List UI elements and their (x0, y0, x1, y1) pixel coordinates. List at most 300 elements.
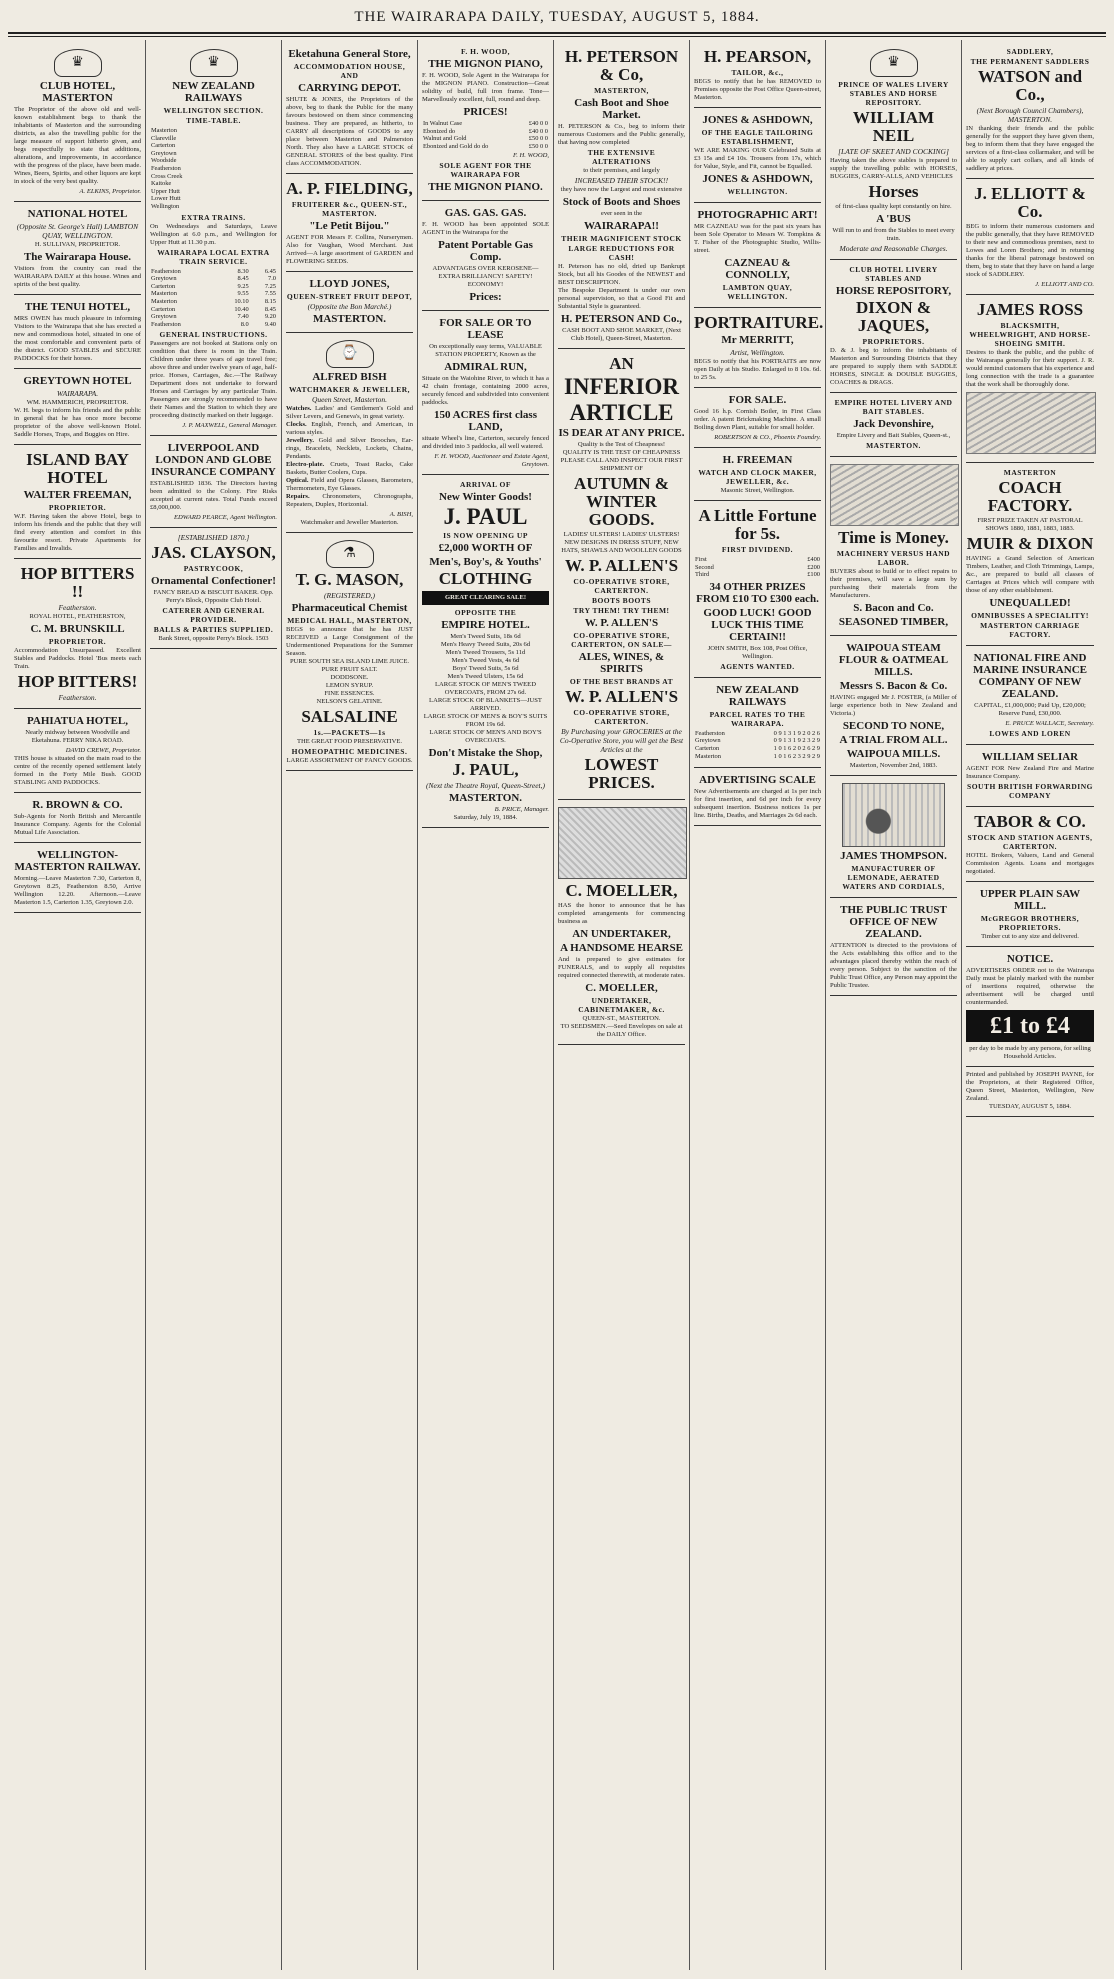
ad-body: BEGS to notify that he has REMOVED to Premises opposite the Post Office Queen-street, Masterton. (694, 78, 821, 101)
piano-model: Ebonized do (423, 127, 456, 135)
piano-model: Walnut and Gold (423, 135, 467, 143)
parcel-rates: 1 0 1 6 2 3 2 9 2 9 (773, 752, 820, 760)
masthead-rule (8, 32, 1106, 34)
ad-subheading: MEDICAL HALL, MASTERTON, (287, 616, 412, 625)
column-7 (826, 40, 962, 1970)
public-trust-ad (830, 898, 957, 996)
ad-heading: W. P. ALLEN'S (564, 687, 679, 706)
table-row (150, 135, 277, 143)
ad-line: LARGE STOCK OF BLANKETS—JUST ARRIVED. (429, 697, 542, 713)
ad-subheading: F. H. WOOD, (460, 47, 511, 56)
ad-name: HORSE REPOSITORY, (835, 285, 952, 297)
ad-subheading: INCREASED THEIR STOCK!! (574, 176, 669, 185)
station-name: Masterton (151, 297, 177, 305)
ad-subheading: WATCH AND CLOCK MAKER, JEWELLER, &c. (698, 468, 817, 486)
column-1 (10, 40, 146, 1970)
ad-body: ADVERTISERS ORDER not to the Wairarapa Daily must be plainly marked with the number of insertions required, otherwise the advertisement will be charged until countermanded. (966, 967, 1094, 1006)
ad-name: S. Bacon and Co. (853, 602, 934, 614)
ad-name: EMPIRE HOTEL. (441, 619, 530, 632)
list-item: Boys' Tweed Suits, 5s 6d (452, 665, 519, 673)
ad-body: D. & J. beg to inform the inhabitants of Masterton and Surrounding Districts that they are prepared to supply them with SADDLE HORSES, SINGLE & DOUBLE BUGGIES, COACHES & DRAGS. (830, 347, 957, 386)
ad-heading: Eketahuna General Store, (288, 48, 411, 60)
ad-name: CAZNEAU & CONNOLLY, (724, 257, 791, 281)
ad-heading: NATIONAL HOTEL (27, 208, 128, 220)
list-item-text: Field and Opera Glasses, Barometers, Thermometers, Eye Glasses. (286, 477, 413, 492)
ad-subheading: CLUB HOTEL LIVERY STABLES AND (849, 265, 938, 283)
ad-heading: DIXON & JAQUES, (855, 298, 932, 335)
ad-heading: CLUB HOTEL, MASTERTON (39, 80, 116, 104)
ad-heading: LIVERPOOL AND LONDON AND GLOBE INSURANCE COMPANY (151, 442, 276, 479)
pearson-tailor-ad (694, 42, 821, 108)
moeller-undertaker-ad (558, 800, 685, 1045)
ad-subheading: (Next Borough Council Chambers), MASTERTON. (976, 106, 1084, 124)
ad-heading: AN (609, 354, 634, 373)
ad-body: SHUTE & JONES, the Proprietors of the above, beg to thank the Public for the many favours bestowed on them since commencing business. They are prepared, as hitherto, to CARRY all descriptions of GOODS to any place between Masterton and Palmerston North. They also have a LARGE STOCK of GENERAL STORES of the best quality. First class ACCOMMODATION. (286, 96, 413, 167)
ad-body: HOTEL Brokers, Valuers, Land and General Commission Agents. Loans and mortgages negotiated. (966, 852, 1094, 875)
gas-company-ad (422, 201, 549, 311)
table-row (150, 180, 277, 188)
dividend-amount: £200 (807, 563, 820, 571)
table-row (150, 306, 277, 314)
ad-heading: J. PAUL (443, 504, 528, 530)
ad-subheading: TRY THEM! TRY THEM! (573, 606, 670, 615)
list-item-text: Cruets, Toast Racks, Cake Baskets, Butter Coolers, Cups. (286, 461, 413, 476)
ad-name: A TRIAL FROM ALL. (839, 734, 948, 746)
parcel-rates: 1 0 1 6 2 0 2 6 2 9 (773, 744, 820, 752)
table-row (150, 283, 277, 291)
list-item-heading: Jewellery. (286, 437, 319, 444)
ad-name: GOOD LUCK! GOOD LUCK THIS TIME CERTAIN!! (703, 606, 812, 643)
dividend-label: First (695, 556, 707, 563)
ad-line: Bank Street, opposite Perry's Block. 1503 (158, 635, 269, 643)
ad-subheading: OF THE EAGLE TAILORING ESTABLISHMENT, (701, 128, 814, 146)
ad-name: Stock of Boots and Shoes (562, 196, 681, 208)
station-name: Upper Hutt (151, 187, 180, 195)
fielding-ad (286, 174, 413, 272)
national-insurance-ad (966, 646, 1094, 745)
pm-time: 6.45 (264, 267, 276, 275)
piano-price: £50 0 0 (528, 142, 548, 150)
pm-time: 8.45 (264, 305, 276, 313)
table-row (150, 203, 277, 211)
station-name: Greytown (151, 149, 177, 157)
ad-heading: C. MOELLER, (565, 881, 678, 900)
table-row (150, 142, 277, 150)
masthead-title: THE WAIRARAPA DAILY, TUESDAY, AUGUST 5, 1884. (354, 9, 760, 25)
ad-name: Prices: (469, 291, 502, 304)
ad-body: Situate on the Waiohine River, to which it has a 42 chain frontage, containing 2000 acres, securely fenced and subdivided into convenient paddocks. (422, 375, 549, 407)
list-item-text: Ladies' and Gentlemen's Gold and Silver Levers, and Geneva's, in great variety. (286, 405, 413, 420)
ad-heading: H. PEARSON, (703, 47, 812, 66)
ad-subheading: PROPRIETORS. (862, 337, 925, 346)
ad-line: LADIES' ULSTERS! LADIES' ULSTERS! (563, 531, 680, 538)
ad-line: per day to be made by any persons, for selling Household Articles. (969, 1045, 1091, 1060)
dividend-label: Third (695, 571, 710, 579)
column-3 (282, 40, 418, 1970)
ad-heading: THE TENUI HOTEL, (24, 301, 131, 313)
list-item-heading: Watches. (286, 405, 316, 412)
column-6 (690, 40, 826, 1970)
ad-heading: AUTUMN & WINTER GOODS. (574, 474, 669, 529)
advertising-scale-ad (694, 768, 821, 826)
table-row (150, 165, 277, 173)
ad-subheading: EXTRA TRAINS. (181, 212, 246, 222)
station-name: Greytown (695, 737, 721, 745)
ad-subheading: CATERER AND GENERAL PROVIDER. (162, 606, 265, 625)
ad-body: Sub-Agents for North British and Mercantile Insurance Company. Agents for the Colonial Mutual Life Association. (14, 813, 141, 836)
pm-time: 8.15 (264, 297, 276, 305)
ad-heading: UPPER PLAIN SAW MILL. (979, 888, 1081, 912)
ad-heading: J. PAUL, (452, 760, 519, 780)
ad-name: UNEQUALLED! (989, 597, 1071, 609)
ad-signature: F. H. WOOD, Auctioneer and Estate Agent, Greytown. (434, 453, 549, 469)
brown-co-ad (14, 793, 141, 843)
table-row (422, 135, 549, 143)
ad-heading: JONES & ASHDOWN, (702, 114, 813, 126)
ad-signature: J. P. MAXWELL, General Manager. (182, 422, 277, 430)
ad-signature: A. ELKINS, Proprietor. (79, 188, 141, 195)
royal-crest-icon: ♛ (54, 49, 102, 77)
ad-heading: J. ELLIOTT & Co. (974, 184, 1086, 221)
ad-line: Will run to and from the Stables to meet every train. (832, 227, 955, 242)
ad-heading: PAHIATUA HOTEL, (26, 715, 129, 727)
ad-heading: ALFRED BISH (312, 371, 387, 383)
station-name: Clareville (151, 134, 177, 142)
eketahuna-store-ad (286, 42, 413, 174)
ad-subheading: HOMEOPATHIC MEDICINES. (291, 747, 408, 756)
station-name: Greytown (151, 275, 177, 283)
ad-name: SEASONED TIMBER, (838, 616, 949, 628)
ad-heading: WELLINGTON-MASTERTON RAILWAY. (14, 849, 141, 873)
am-time: 10.10 (234, 297, 249, 305)
ad-name: WALTER FREEMAN, (23, 489, 132, 501)
empire-stables-ad (830, 393, 957, 457)
column-2 (146, 40, 282, 1970)
ad-line: THE GREAT FOOD PRESERVATIVE. (296, 738, 403, 745)
ad-subheading: MACHINERY VERSUS HAND LABOR. (836, 549, 951, 567)
ad-heading: NEW ZEALAND RAILWAYS (172, 80, 255, 104)
ad-body: ATTENTION is directed to the provisions of the Acts establishing this office and to the advantages placed thereby within the reach of every person. Subject to the sanction of the Public Trust Office, any Person may appoint the Public Trustee. (830, 942, 957, 989)
list-item-heading: Optical. (286, 477, 311, 484)
ad-line: Saturday, July 19, 1884. (453, 814, 518, 822)
ad-subheading: ARRIVAL OF (460, 480, 511, 490)
parcel-rates-ad (694, 678, 821, 768)
ad-heading: JAS. CLAYSON, (151, 543, 276, 563)
freeman-watch-ad (694, 448, 821, 501)
table-row (150, 188, 277, 196)
ad-heading: FOR SALE OR TO LEASE (439, 317, 532, 342)
dixon-jaques-ad (830, 260, 957, 393)
ad-subheading: THE EXTENSIVE ALTERATIONS (587, 148, 656, 166)
national-hotel-ad (14, 202, 141, 295)
ad-subheading: CO-OPERATIVE STORE, CARTERTON. (573, 577, 670, 595)
table-row (694, 556, 821, 564)
ad-name: W. P. ALLEN'S (584, 617, 659, 629)
ad-subheading: TIME-TABLE. (186, 116, 241, 125)
ad-name: A 'BUS (876, 213, 911, 225)
piano-model: Ebonized and Gold do do (423, 142, 489, 150)
elliott-ad (966, 179, 1094, 295)
ad-body: Having taken the above stables is prepared to supply the travelling public with HORSES, BUGGIES, CARRY-ALLS, AND VEHICLES (830, 157, 957, 180)
carriage-illustration (966, 392, 1096, 454)
ad-body: F. H. WOOD, Sole Agent in the Wairarapa for the MIGNON PIANO. Construction—Great solidity of build, full iron frame. Tone—Marvellously excellent, full, round and deep. (422, 72, 549, 103)
ad-subheading: QUEEN-STREET FRUIT DEPOT, (286, 292, 413, 301)
ad-subheading: THEIR MAGNIFICENT STOCK (561, 234, 682, 243)
table-row (150, 157, 277, 165)
ad-name: A HANDSOME HEARSE (560, 942, 683, 954)
ad-line: CASH BOOT AND SHOE MARKET, (Next Club Hotel), Queen-Street, Masterton. (562, 327, 681, 342)
list-item (286, 421, 413, 437)
table-row (150, 290, 277, 298)
ad-name: SECOND TO NONE, (842, 720, 945, 732)
ad-line: NEW DESIGNS IN DRESS STUFF, NEW HATS, SHAWLS AND WOOLLEN GOODS (561, 539, 682, 554)
railway-ad (14, 843, 141, 913)
ad-line: they have now the Largest and most extensive (560, 186, 683, 193)
ad-line: JOHN SMITH, Box 108, Post Office, Wellington. (707, 644, 808, 660)
ad-subheading: Artist, Wellington. (730, 348, 785, 357)
ad-heading: ISLAND BAY HOTEL (26, 450, 129, 487)
station-name: Wellington (151, 202, 180, 210)
ad-signature: A. BISH, (389, 511, 413, 518)
ad-heading: R. BROWN & CO. (32, 799, 123, 811)
imprint-date: TUESDAY, AUGUST 5, 1884. (989, 1103, 1071, 1110)
tenui-hotel-ad (14, 295, 141, 369)
station-name: Masterton (151, 127, 177, 134)
local-train-table (150, 268, 277, 329)
seliar-ad (966, 745, 1094, 807)
alfred-bish-ad (286, 333, 413, 533)
ad-name: WAIPOUA MILLS. (846, 748, 941, 760)
royal-crest-icon: ♛ (870, 49, 918, 77)
ad-subheading: SADDLERY, (1006, 47, 1054, 56)
ad-name: AN UNDERTAKER, (572, 928, 671, 940)
ad-body: On Wednesdays and Saturdays, Leave Wellington at 6.0 p.m., and Wellington for Upper Hutt at 11.30 p.m. (150, 222, 277, 246)
ad-subheading: WAIRARAPA LOCAL EXTRA TRAIN SERVICE. (157, 247, 270, 266)
ad-heading: T. G. MASON, (295, 570, 404, 589)
ad-heading: PHOTOGRAPHIC ART! (697, 209, 818, 221)
list-item: FINE ESSENCES. (324, 690, 375, 697)
ad-line: Watchmaker and Jeweller Masterton. (300, 519, 399, 526)
list-item (286, 477, 413, 493)
ad-body: W.F. Having taken the above Hotel, begs to inform his friends and the public that they will find every attention and comfort in this favourite resort. Private Apartments for Families and Invalids. (14, 513, 141, 552)
ad-name: Jack Devonshire, (853, 418, 934, 430)
ad-line: PLEASE CALL AND INSPECT OUR FIRST SHIPMENT OF (560, 457, 683, 472)
station-name: Carterton (695, 744, 720, 752)
column-5 (554, 40, 690, 1970)
ad-subheading: ACCOMMODATION HOUSE, AND (293, 62, 406, 80)
ad-line: of first-class quality kept constantly on hire. (835, 203, 952, 210)
ad-heading: CLOTHING (438, 569, 533, 589)
ad-subheading: LOWES AND LOREN (989, 729, 1071, 738)
ad-body: IN thanking their friends and the public generally for the support they have given them, beg to inform them that they have engaged the services of a first-class collarmaker, and will be able to supply cart collars, and all kinds of saddlery at prices. (966, 125, 1094, 172)
ad-body: H. Peterson has no old, dried up Bankrupt Stock, but all his Goodes of the NEWEST and BEST DESCRIPTION. (558, 263, 685, 286)
list-item-heading: Electro-plate. (286, 461, 331, 468)
peterson-ad (558, 42, 685, 349)
table-row (694, 737, 821, 745)
ad-name: Ornamental Confectioner! (151, 575, 276, 588)
station-name: Kaitoke (151, 180, 172, 188)
ad-subheading: WELLINGTON. (727, 187, 788, 196)
station-name: Masterton (695, 752, 721, 760)
ad-body: Good 16 h.p. Cornish Boiler, in First Class order. A patent Brickmaking Machine. A small Boiling down Plant, suitable for small holder. (694, 408, 821, 431)
ad-body: The Proprietor of the above old and well-known establishment begs to thank the inhabitants of Masterton and the surrounding districts, as also the travelling public for the large measure of support hitherto given, and begs respectfully to state that additions, alterations, and improvements, in accordance with the progress of the place, have been made. Wines, Beers, Spirits, and other liquors are kept in stock of the very best quality. (14, 106, 141, 185)
ad-subheading: EMPIRE HOTEL LIVERY AND BAIT STABLES. (834, 398, 953, 416)
table-row (422, 120, 549, 128)
ad-heading: THE PUBLIC TRUST OFFICE OF NEW ZEALAND. (840, 904, 947, 940)
ad-body: MR CAZNEAU was for the past six years has been Sole Operator to Messrs W. Tompkins & T. Fisher of the Photographic Studio, Willis-street. (694, 223, 821, 254)
ad-subheading: CO-OPERATIVE STORE, CARTERTON. (573, 708, 670, 726)
ad-subheading: Queen Street, Masterton. (311, 395, 388, 404)
piano-price: £40 0 0 (528, 120, 548, 127)
ad-subheading: UNDERTAKER, CABINETMAKER, &c. (578, 996, 665, 1014)
ad-name: THE MIGNON PIANO. (428, 181, 543, 194)
ad-body: BUYERS about to build or to effect repairs to their premises, will save a large sum by purchasing their materials from the Manufacturers. (830, 568, 957, 599)
ad-heading: THE MIGNON PIANO, (428, 58, 543, 70)
ad-heading: ARTICLE (569, 400, 674, 425)
ad-line: LARGE STOCK OF MEN'S & BOY'S SUITS FROM 19s 6d. (423, 713, 548, 729)
ad-subheading: BLACKSMITH, WHEELWRIGHT, AND HORSE-SHOEING SMITH. (969, 321, 1091, 348)
ad-subheading: LARGE REDUCTIONS FOR CASH! (568, 244, 675, 262)
station-name: Masterton (151, 290, 177, 298)
list-item: PURE FRUIT SALT. (321, 666, 378, 673)
lloyd-jones-ad (286, 272, 413, 333)
dividend-table (694, 556, 821, 579)
ad-body: situate Wheel's line, Carterton, securely fenced and divided into 3 paddocks, all well watered. (422, 435, 549, 451)
dividend-amount: £400 (807, 556, 820, 563)
ad-line: Masonic Street, Wellington. (720, 487, 795, 494)
ad-name: 34 OTHER PRIZES FROM £10 TO £300 each. (696, 580, 819, 605)
ad-name: IS DEAR AT ANY PRICE. (558, 427, 685, 439)
ad-body: H. PETERSON & Co., beg to inform their numerous Customers and the Public generally, that having now completed (558, 123, 685, 146)
station-name: Carterton (151, 282, 176, 290)
column-8 (962, 40, 1098, 1970)
piano-price: £50 0 0 (528, 135, 548, 143)
boiler-sale-ad (694, 388, 821, 448)
ad-body: Accommodation Unsurpassed. Excellent Stables and Paddocks. Hotel 'Bus meets each Train. (14, 647, 141, 670)
ad-subheading: (Opposite St. George's Hall) LAMBTON QUAY, WELLINGTON. (16, 222, 139, 240)
table-row (694, 730, 821, 738)
ad-heading: New Winter Goods! (439, 491, 532, 504)
ad-line: Masterton, November 2nd, 1883. (849, 762, 938, 769)
sawmill-illustration (830, 464, 959, 526)
list-item: Men's Tweed Ulsters, 15s 6d (447, 673, 524, 681)
am-time: 8.45 (237, 275, 249, 283)
table-row (694, 753, 821, 761)
ad-heading: WATSON and Co., (977, 67, 1083, 104)
station-name: Carterton (151, 305, 176, 313)
ad-heading: H. FREEMAN (722, 454, 793, 466)
ad-signature: EDWARD PEARCE, Agent Wellington. (173, 514, 277, 522)
table-row (422, 143, 549, 151)
mason-item-list (286, 658, 413, 706)
watch-icon: ⌚ (326, 340, 374, 368)
price-banner: £1 to £4 (966, 1010, 1094, 1042)
ad-line: FANCY BREAD & BISCUIT BAKER. Opp. Perry's Block, Opposite Club Hotel. (153, 589, 274, 605)
ad-subheading: OPPOSITE THE (454, 608, 517, 618)
ad-subheading: Featherston. (58, 603, 97, 612)
ad-line: ADVANTAGES OVER KEROSENE—EXTRA BRILLIANCY! SAFETY! ECONOMY! (432, 265, 539, 289)
ad-heading: NOTICE. (1006, 953, 1054, 965)
ad-signature: J. ELLIOTT AND CO. (1035, 281, 1094, 288)
list-item: NELSON'S GELATINE. (316, 698, 383, 705)
upper-plain-mill-ad (966, 882, 1094, 947)
ad-line: CAPITAL, £1,000,000; Paid Up, £20,000; Reserve Fund, £30,000. (974, 702, 1086, 717)
station-list (150, 127, 277, 211)
ad-signature: B. PRICE, Manager. (494, 806, 549, 814)
ad-heading: WAIPOUA STEAM FLOUR & OATMEAL MILLS. (838, 642, 949, 678)
ad-heading: Time is Money. (838, 528, 949, 547)
ad-name: Don't Mistake the Shop, (428, 747, 543, 760)
station-name: Greytown (151, 313, 177, 321)
allen-store-ad (558, 349, 685, 800)
ad-heading: W. P. ALLEN'S (564, 556, 679, 575)
island-bay-hotel-ad (14, 445, 141, 559)
ad-heading: A. P. FIELDING, (286, 179, 413, 198)
list-item-heading: Repairs. (286, 493, 323, 500)
clearing-sale-banner: GREAT CLEARING SALE! (422, 591, 549, 605)
ad-proprietor: H. SULLIVAN, PROPRIETOR. (34, 241, 121, 248)
list-item (286, 493, 413, 509)
ad-subheading: PRINCE OF WALES LIVERY STABLES AND HORSE REPOSITORY. (838, 80, 949, 107)
ad-name: Cash Boot and Shoe Market. (574, 97, 669, 121)
ad-body: BEGS to announce that he has JUST RECEIVED a Large Consignment of the Undermentioned Preparations for the Summer Season. (286, 626, 413, 657)
ad-subheading: PROPRIETOR. (48, 503, 107, 512)
table-row (150, 298, 277, 306)
ad-heading: LOWEST PRICES. (584, 755, 659, 792)
table-row (150, 173, 277, 181)
ad-name: JONES & ASHDOWN, (702, 173, 813, 185)
clayson-ad (150, 528, 277, 649)
list-item-text: Gold and Silver Brooches, Ear-rings, Bracelets, Necklets, Lockets, Chains, Pendants. (286, 437, 413, 460)
table-row (150, 150, 277, 158)
ad-line: Nearly midway between Woodville and Eketahuna. FERRY NIKA ROAD. (25, 729, 130, 744)
ad-name: CARRYING DEPOT. (298, 82, 401, 94)
ad-name: C. M. BRUNSKILL (30, 623, 125, 635)
ad-subheading: THE PERMANENT SADDLERS (970, 57, 1090, 66)
ad-subheading: WELLINGTON SECTION. (163, 106, 264, 115)
ad-signature: F. H. WOOD, (513, 152, 549, 160)
ad-body: THIS house is situated on the main road to the centre of the recently opened settlement lately formed in the Forty Mile Bush. GOOD STABLING AND PADDOCKS. (14, 755, 141, 786)
dividend-amount: £100 (807, 571, 820, 579)
table-row (694, 571, 821, 579)
pm-time: 7.25 (264, 282, 276, 290)
thompson-ad (830, 776, 957, 898)
pm-time: 9.20 (264, 313, 276, 321)
prince-of-wales-stables-ad (830, 42, 957, 260)
table-row (150, 313, 277, 321)
ad-line: Empire Livery and Bait Stables, Queen-st., (836, 432, 951, 439)
ad-body: ESTABLISHED 1836. The Directors having been admitted to the Colony. Fire Risks accepted at current rates. Total Funds exceed £8,000,000. (150, 480, 277, 512)
list-item: DODDSONE. (330, 674, 369, 681)
ad-heading: HOP BITTERS !! (20, 564, 135, 601)
station-name: Featherston (151, 267, 181, 275)
station-name: Featherston (695, 729, 725, 737)
ad-body: W. H. begs to inform his friends and the public in general that he has once more become proprietor of the above well-known Hotel. Saddle Horses, Traps, and Buggies on Hire. (14, 407, 141, 438)
piano-price: £40 0 0 (528, 127, 548, 135)
ad-line: QUALITY IS THE TEST OF CHEAPNESS (562, 449, 681, 456)
am-time: 10.40 (234, 305, 249, 313)
hearse-illustration (558, 807, 687, 879)
ad-body: F. H. WOOD has been appointed SOLE AGENT in the Wairarapa for the (422, 221, 549, 237)
cazneau-photo-ad (694, 203, 821, 308)
newspaper-columns (10, 40, 1104, 1970)
ad-name: Mr MERRITT, (721, 334, 794, 346)
bacon-timber-ad (830, 457, 957, 636)
piano-model: In Walnut Case (423, 120, 463, 127)
ad-subheading: FRUITERER &c., QUEEN-ST., MASTERTON. (291, 200, 408, 218)
ad-name: Men's, Boy's, & Youths' (429, 556, 542, 569)
ad-subheading: MASTERTON (1003, 468, 1057, 477)
